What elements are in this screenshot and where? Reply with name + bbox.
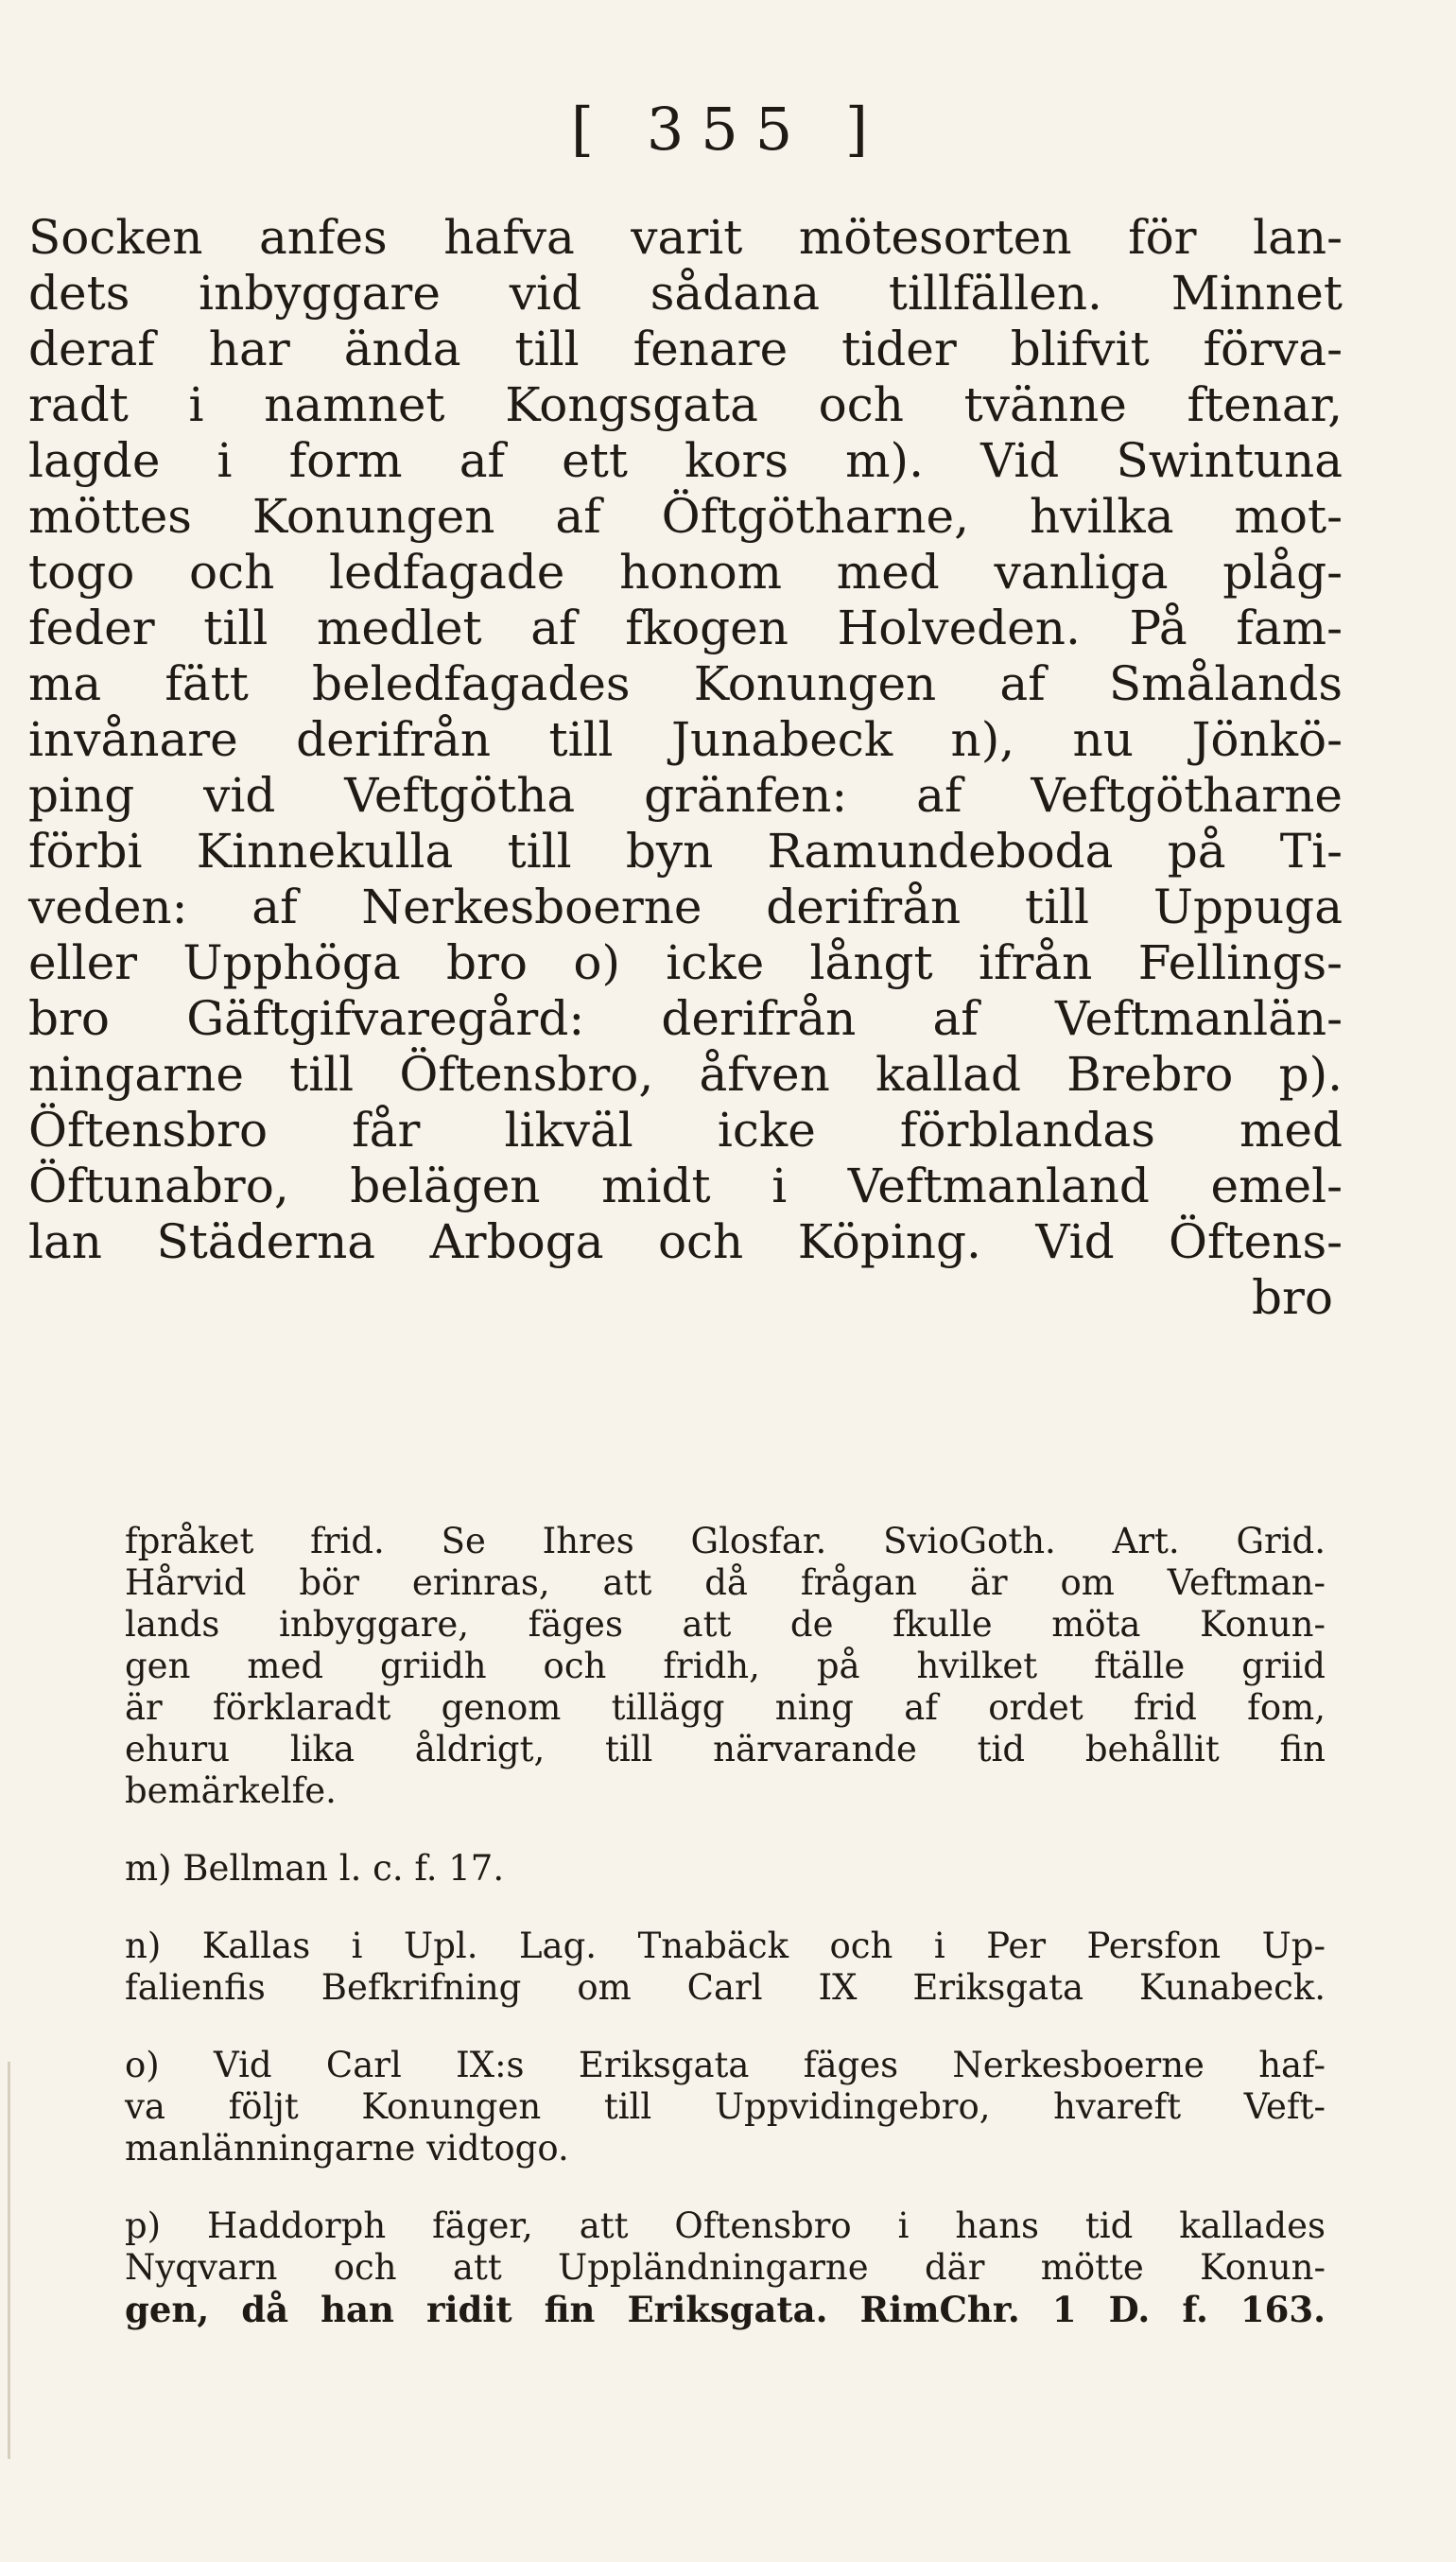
text-line: möttes Konungen af Öftgötharne, hvilka mot- bbox=[28, 489, 1343, 544]
footnote-line: p) Haddorph fäger, att Oftensbro i hans tid kallades bbox=[125, 2205, 1326, 2246]
text-line: ping vid Veftgötha gränfen: af Veftgötharne bbox=[28, 768, 1343, 823]
text-line: lan Städerna Arboga och Köping. Vid Öftens- bbox=[28, 1214, 1343, 1269]
spacer bbox=[125, 2009, 1326, 2045]
footnote-n bbox=[125, 1926, 1326, 2009]
spacer bbox=[125, 2170, 1326, 2205]
footnote-line: Hårvid bör erinras, att då frågan är om Veftman- bbox=[125, 1562, 1326, 1603]
footnote-line: lands inbyggare, fäges att de fkulle möta Konun- bbox=[125, 1604, 1326, 1645]
text-line: invånare derifrån till Junabeck n), nu Jönkö- bbox=[28, 712, 1343, 767]
footnote-line: fpråket frid. Se Ihres Glosfar. SvioGoth. Art. Grid. bbox=[125, 1521, 1326, 1561]
footnote-o bbox=[125, 2045, 1326, 2170]
footnote-line: Nyqvarn och att Uppländningarne där mötte Konun- bbox=[125, 2247, 1326, 2288]
catchword: bro bbox=[1251, 1270, 1333, 1325]
paper-stain bbox=[8, 2062, 10, 2459]
footnote-line: m) Bellman l. c. f. 17. bbox=[125, 1848, 505, 1889]
text-line: eller Upphöga bro o) icke långt ifrån Fellings- bbox=[28, 935, 1343, 990]
text-line: radt i namnet Kongsgata och tvänne ftenar, bbox=[28, 377, 1343, 432]
text-line: deraf har ända till fenare tider blifvit förva- bbox=[28, 322, 1343, 376]
footnote-line: bemärkelfe. bbox=[125, 1770, 337, 1811]
text-line: lagde i form af ett kors m). Vid Swintuna bbox=[28, 433, 1343, 488]
text-line: ningarne till Öftensbro, åfven kallad Brebro p). bbox=[28, 1047, 1343, 1102]
text-line: dets inbyggare vid sådana tillfällen. Minnet bbox=[28, 266, 1343, 321]
footnote-line: gen med griidh och fridh, på hvilket ftälle griid bbox=[125, 1646, 1326, 1686]
footnotes bbox=[125, 1521, 1326, 2330]
footnote-p bbox=[125, 2205, 1326, 2330]
main-text bbox=[28, 210, 1343, 1326]
text-line: bro Gäftgifvaregård: derifrån af Veftmanlän- bbox=[28, 991, 1343, 1046]
text-line: veden: af Nerkesboerne derifrån till Uppuga bbox=[28, 880, 1343, 934]
text-line: förbi Kinnekulla till byn Ramundeboda på Ti- bbox=[28, 824, 1343, 879]
spacer bbox=[125, 1812, 1326, 1848]
text-line: Öftensbro får likväl icke förblandas med bbox=[28, 1103, 1343, 1158]
footnote-line: falienfis Befkrifning om Carl IX Eriksgata Kunabeck. bbox=[125, 1967, 1326, 2008]
footnote-line: ehuru lika åldrigt, till närvarande tid behållit fin bbox=[125, 1729, 1326, 1769]
text-line: Öftunabro, belägen midt i Veftmanland emel- bbox=[28, 1159, 1343, 1213]
text-line: feder till medlet af fkogen Holveden. På fam- bbox=[28, 601, 1343, 655]
page-number: [ 355 ] bbox=[570, 95, 886, 164]
footnote-line: va följt Konungen till Uppvidingebro, hvareft Veft- bbox=[125, 2086, 1326, 2127]
footnote-continuation bbox=[125, 1521, 1326, 1812]
footnote-line: o) Vid Carl IX:s Eriksgata fäges Nerkesboerne haf- bbox=[125, 2045, 1326, 2085]
text-line: togo och ledfagade honom med vanliga plåg- bbox=[28, 545, 1343, 600]
footnote-line: manlänningarne vidtogo. bbox=[125, 2128, 569, 2169]
text-line: Socken anfes hafva varit mötesorten för lan- bbox=[28, 210, 1343, 265]
footnote-line: är förklaradt genom tillägg ning af ordet frid fom, bbox=[125, 1687, 1326, 1728]
footnote-m bbox=[125, 1848, 1326, 1890]
spacer bbox=[125, 1890, 1326, 1926]
text-line: ma fätt beledfagades Konungen af Smålands bbox=[28, 656, 1343, 711]
footnote-line: gen, då han ridit fin Eriksgata. RimChr. 1 D. f. 163. bbox=[125, 2289, 1326, 2330]
footnote-line: n) Kallas i Upl. Lag. Tnabäck och i Per Persfon Up- bbox=[125, 1926, 1326, 1966]
